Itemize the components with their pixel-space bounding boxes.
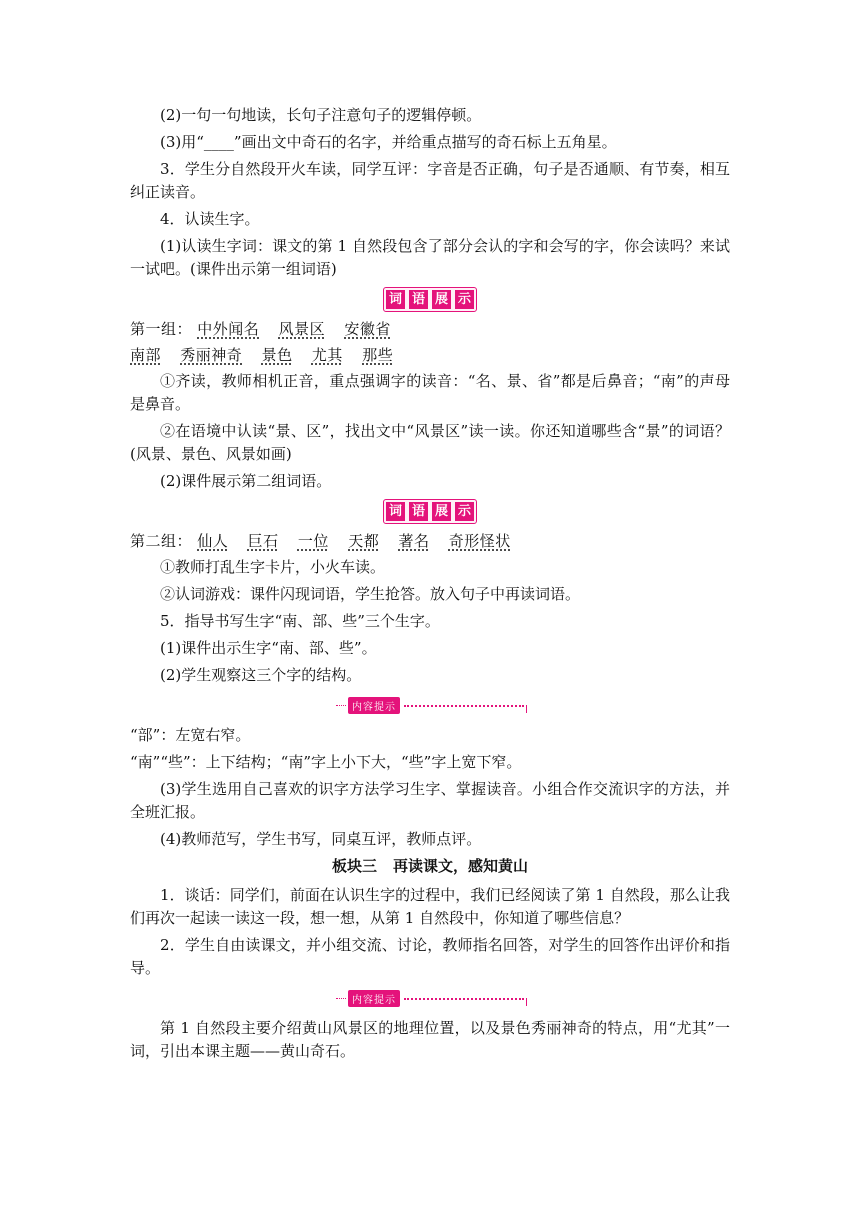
vocab-word: 一位 xyxy=(297,532,329,550)
vocab-word: 中外闻名 xyxy=(197,320,260,338)
banner-char: 示 xyxy=(455,502,474,521)
banner-char: 词 xyxy=(386,290,405,309)
vocab-word: 天都 xyxy=(348,532,380,550)
paragraph: 第 1 自然段主要介绍黄山风景区的地理位置，以及景色秀丽神奇的特点，用“尤其”一词，引出本课主题——黄山奇石。 xyxy=(130,1019,730,1060)
paragraph: ②认词游戏：课件闪现词语，学生抢答。放入句子中再读词语。 xyxy=(160,585,581,603)
section-label: 板块三 xyxy=(331,857,377,875)
paragraph: ①教师打乱生字卡片，小火车读。 xyxy=(160,558,386,576)
paragraph: ②在语境中认读“景、区”，找出文中“风景区”读一读。你还知道哪些含“景”的词语？(风景、景色、风景如画) xyxy=(130,422,730,463)
group-label: 第二组： xyxy=(130,532,193,550)
section-title: 再读课文，感知黄山 xyxy=(393,857,529,875)
section-heading xyxy=(130,855,730,878)
banner-char: 语 xyxy=(409,290,428,309)
vocab-word: 巨石 xyxy=(247,532,279,550)
group-label: 第一组： xyxy=(130,320,193,338)
paragraph: 1．谈话：同学们，前面在认识生字的过程中，我们已经阅读了第 1 自然段，那么让我们再次一起读一读这一段，想一想，从第 1 自然段中，你知道了哪些信息？ xyxy=(130,886,730,927)
paragraph: (2)学生观察这三个字的结构。 xyxy=(160,666,362,684)
vocab-banner-1 xyxy=(130,287,730,312)
vocab-word: 安徽省 xyxy=(344,320,391,338)
vocab-word: 奇形怪状 xyxy=(448,532,511,550)
vocab-word: 景色 xyxy=(261,346,293,364)
paragraph: (1)认读生字词：课文的第 1 自然段包含了部分会认的字和会写的字，你会读吗？来试一试吧。(课件出示第一组词语) xyxy=(130,237,730,278)
paragraph: (2)一句一句地读，长句子注意句子的逻辑停顿。 xyxy=(160,106,482,124)
lesson-content xyxy=(130,104,730,1067)
tip-label: 内容提示 xyxy=(348,990,400,1007)
vocab-group-1-row-1 xyxy=(130,318,730,341)
paragraph: (2)课件展示第二组词语。 xyxy=(160,472,332,490)
vocab-word: 南部 xyxy=(130,346,162,364)
paragraph: 4．认读生字。 xyxy=(160,210,260,228)
vocab-word: 那些 xyxy=(362,346,394,364)
vocab-group-1-row-2 xyxy=(130,344,730,367)
paragraph: (3)用“____”画出文中奇石的名字，并给重点描写的奇石标上五角星。 xyxy=(160,133,617,151)
banner-char: 展 xyxy=(432,502,451,521)
paragraph: 3．学生分自然段开火车读，同学互评：字音是否正确，句子是否通顺、有节奏，相互纠正读音。 xyxy=(130,160,730,201)
paragraph: ①齐读，教师相机正音，重点强调字的读音：“名、景、省”都是后鼻音；“南”的声母是鼻音。 xyxy=(130,372,730,413)
paragraph: (4)教师范写，学生书写，同桌互评，教师点评。 xyxy=(160,830,482,848)
content-tip-2 xyxy=(130,990,730,1007)
vocab-group-2 xyxy=(130,530,730,553)
banner-char: 语 xyxy=(409,502,428,521)
paragraph: 5．指导书写生字“南、部、些”三个生字。 xyxy=(160,612,440,630)
vocab-word: 风景区 xyxy=(278,320,326,338)
banner-char: 词 xyxy=(386,502,405,521)
tip-label: 内容提示 xyxy=(348,697,400,714)
paragraph: (3)学生选用自己喜欢的识字方法学习生字、掌握读音。小组合作交流识字的方法，并全班汇报。 xyxy=(130,780,730,821)
banner-char: 展 xyxy=(432,290,451,309)
vocab-word: 尤其 xyxy=(311,346,343,364)
vocab-word: 著名 xyxy=(398,532,430,550)
banner-char: 示 xyxy=(455,290,474,309)
paragraph: “部”：左宽右窄。 xyxy=(130,726,251,744)
vocab-word: 秀丽神奇 xyxy=(180,346,243,364)
paragraph: 2．学生自由读课文，并小组交流、讨论，教师指名回答，对学生的回答作出评价和指导。 xyxy=(130,936,730,977)
paragraph: “南”“些”：上下结构；“南”字上小下大，“些”字上宽下窄。 xyxy=(130,753,522,771)
paragraph: (1)课件出示生字“南、部、些”。 xyxy=(160,639,377,657)
vocab-banner-2 xyxy=(130,499,730,524)
content-tip-1 xyxy=(130,697,730,714)
vocab-word: 仙人 xyxy=(197,532,229,550)
